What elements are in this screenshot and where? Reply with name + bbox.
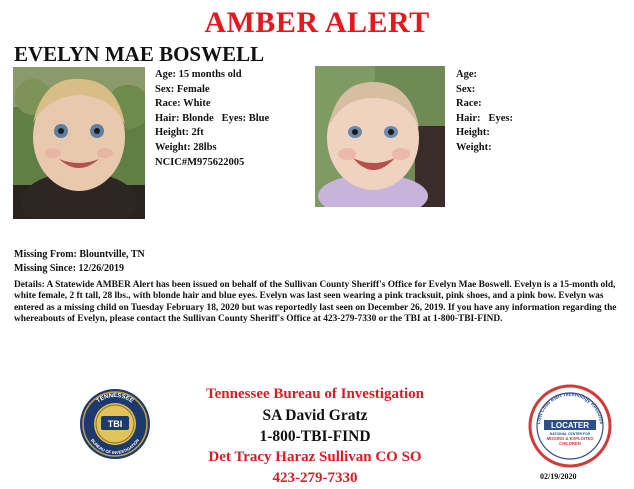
details-paragraph: Details: A Statewide AMBER Alert has been issued on behalf of the Sullivan County Sheriff's Office for Evelyn Mae Boswell. Evelyn is a 15-month old, white female, 2 ft tall, 28 lbs., with blonde hair and blue eyes. Evelyn was last seen wearing a pink tracksuit, pink shoes, and a pink bow. Evelyn was entered as a missing child on Tuesday February 18, 2020 but was reportedly last seen on December 26, 2019. If you have any information regarding the whereabouts of Evelyn, please contact the Sullivan County Sheriff's Office at 423-279-7330 or the TBI at 1-800-TBI-FIND.	[14, 280, 617, 324]
contact-detective: Det Tracy Haraz Sullivan CO SO	[208, 449, 422, 465]
tbi-seal-ring-top: TENNESSEE	[95, 392, 135, 405]
fact-hair-eyes-secondary	[456, 112, 513, 127]
contact-hotline: 1-800-TBI-FIND	[259, 428, 371, 445]
child-name: EVELYN MAE BOSWELL	[14, 42, 265, 66]
tbi-seal-icon	[78, 386, 152, 462]
contact-agency: Tennessee Bureau of Investigation	[206, 386, 424, 402]
missing-since: Missing Since: 12/26/2019	[14, 263, 125, 274]
locater-line2: MISSING & EXPLOITED	[546, 436, 594, 441]
fact-weight: Weight: 28lbs	[155, 141, 217, 153]
missing-from: Missing From: Blountville, TN	[14, 249, 145, 260]
fact-eyes: Eyes: Blue	[221, 112, 270, 124]
locater-logo-icon	[528, 384, 612, 468]
contact-block	[160, 384, 470, 489]
contact-agent: SA David Gratz	[262, 407, 368, 424]
tbi-seal-center-text: TBI	[107, 419, 123, 429]
fact-sex: Sex: Female	[155, 83, 210, 95]
locater-ring-text: Lost Child Alert Technology Resource	[536, 391, 604, 425]
fact-height: Height: 2ft	[155, 127, 204, 139]
fact-weight-secondary: Weight:	[456, 141, 492, 153]
fact-age-secondary: Age:	[456, 69, 477, 80]
fact-sex-secondary: Sex:	[456, 83, 476, 95]
fact-eyes-secondary: Eyes:	[488, 112, 513, 124]
fact-race-secondary: Race:	[456, 98, 482, 110]
fact-height-secondary: Height:	[456, 127, 490, 139]
fact-race: Race: White	[155, 98, 211, 110]
fact-ncic: NCIC#M975622005	[155, 156, 245, 168]
child-photo-secondary	[315, 66, 445, 207]
fact-hair: Hair: Blonde	[155, 112, 214, 124]
tbi-seal-ring-bottom: BUREAU OF INVESTIGATION	[89, 437, 141, 456]
fact-hair-secondary: Hair:	[456, 112, 481, 124]
contact-phone: 423-279-7330	[272, 470, 358, 486]
child-photo-primary	[13, 67, 145, 219]
locater-brand: LOCATER	[550, 421, 590, 430]
facts-primary	[155, 68, 269, 170]
poster-date: 02/19/2020	[540, 472, 577, 481]
fact-hair-eyes	[155, 112, 269, 127]
facts-secondary	[456, 68, 513, 156]
locater-line1: NATIONAL CENTER FOR	[549, 432, 591, 436]
locater-line3: CHILDREN	[559, 441, 581, 446]
alert-title: AMBER ALERT	[204, 6, 430, 39]
fact-age: Age: 15 months old	[155, 69, 242, 80]
